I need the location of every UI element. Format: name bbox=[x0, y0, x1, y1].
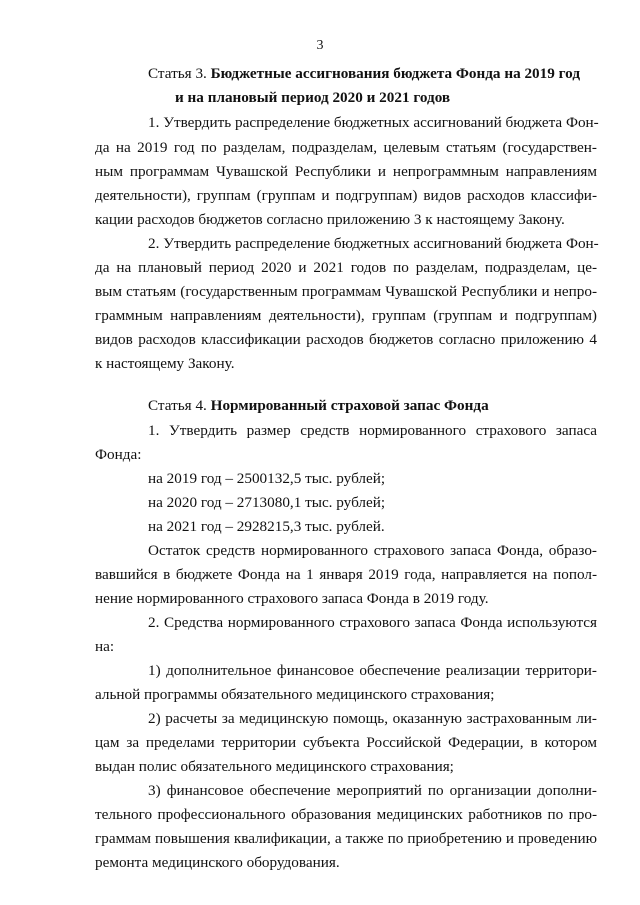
amount-line: на 2021 год – 2928215,3 тыс. рублей. bbox=[148, 518, 385, 535]
paragraph-line: кации расходов бюджетов согласно приложению 3 к настоящему Закону. bbox=[95, 211, 565, 228]
paragraph-line: видов расходов классификации расходов бюджетов согласно приложению 4 bbox=[95, 331, 597, 348]
paragraph-line: ным программам Чувашской Республики и непрограммным направлениям bbox=[95, 163, 597, 180]
list-item-line: выдан полис обязательного медицинского страхования; bbox=[95, 758, 454, 775]
article4-heading-prefix: Статья 4. bbox=[148, 397, 207, 414]
article3-heading bbox=[148, 64, 597, 84]
paragraph-line: да на 2019 год по разделам, подразделам, целевым статьям (государствен- bbox=[95, 139, 597, 156]
list-item-line: альной программы обязательного медицинского страхования; bbox=[95, 686, 495, 703]
paragraph-line: к настоящему Закону. bbox=[95, 355, 235, 372]
article4-heading bbox=[148, 396, 597, 416]
amount-line: на 2019 год – 2500132,5 тыс. рублей; bbox=[148, 470, 386, 487]
article3-heading-title: Бюджетные ассигнования бюджета Фонда на 2019 год bbox=[210, 65, 580, 82]
amount-line: на 2020 год – 2713080,1 тыс. рублей; bbox=[148, 494, 386, 511]
list-item-line: тельного профессионального образования медицинских работников по про- bbox=[95, 806, 597, 823]
paragraph-line: да на плановый период 2020 и 2021 годов по разделам, подразделам, це- bbox=[95, 259, 597, 276]
list-item-line: 1) дополнительное финансовое обеспечение реализации территори- bbox=[148, 662, 597, 679]
paragraph-line: Остаток средств нормированного страхового запаса Фонда, образо- bbox=[148, 542, 597, 559]
paragraph-line: 2. Утвердить распределение бюджетных ассигнований бюджета Фон- bbox=[148, 235, 599, 252]
paragraph-line: на: bbox=[95, 638, 115, 655]
paragraph-line: 2. Средства нормированного страхового запаса Фонда используются bbox=[148, 614, 597, 631]
article4-heading-title: Нормированный страховой запас Фонда bbox=[210, 397, 489, 414]
paragraph-line: вавшийся в бюджете Фонда на 1 января 2019 года, направляется на попол- bbox=[95, 566, 597, 583]
article3-heading-title-line2: и на плановый период 2020 и 2021 годов bbox=[175, 89, 451, 106]
list-item-line: 3) финансовое обеспечение мероприятий по организации дополни- bbox=[148, 782, 597, 799]
paragraph-line: 1. Утвердить размер средств нормированного страхового запаса bbox=[148, 422, 597, 439]
paragraph-line: Фонда: bbox=[95, 446, 142, 463]
paragraph-line: деятельности), группам (группам и подгруппам) видов расходов классифи- bbox=[95, 187, 597, 204]
list-item-line: ремонта медицинского оборудования. bbox=[95, 854, 340, 871]
paragraph-line: вым статьям (государственным программам Чувашской Республики и непро- bbox=[95, 283, 597, 300]
page-number: 3 bbox=[316, 38, 324, 53]
paragraph-line: граммным направлениям деятельности), группам (группам и подгруппам) bbox=[95, 307, 597, 324]
article3-heading-prefix: Статья 3. bbox=[148, 65, 207, 82]
paragraph-line: нение нормированного страхового запаса Фонда в 2019 году. bbox=[95, 590, 489, 607]
list-item-line: 2) расчеты за медицинскую помощь, оказанную застрахованным ли- bbox=[148, 710, 597, 727]
list-item-line: цам за пределами территории субъекта Российской Федерации, в котором bbox=[95, 734, 597, 751]
list-item-line: граммам повышения квалификации, а также по приобретению и проведению bbox=[95, 830, 597, 847]
paragraph-line: 1. Утвердить распределение бюджетных ассигнований бюджета Фон- bbox=[148, 114, 599, 131]
